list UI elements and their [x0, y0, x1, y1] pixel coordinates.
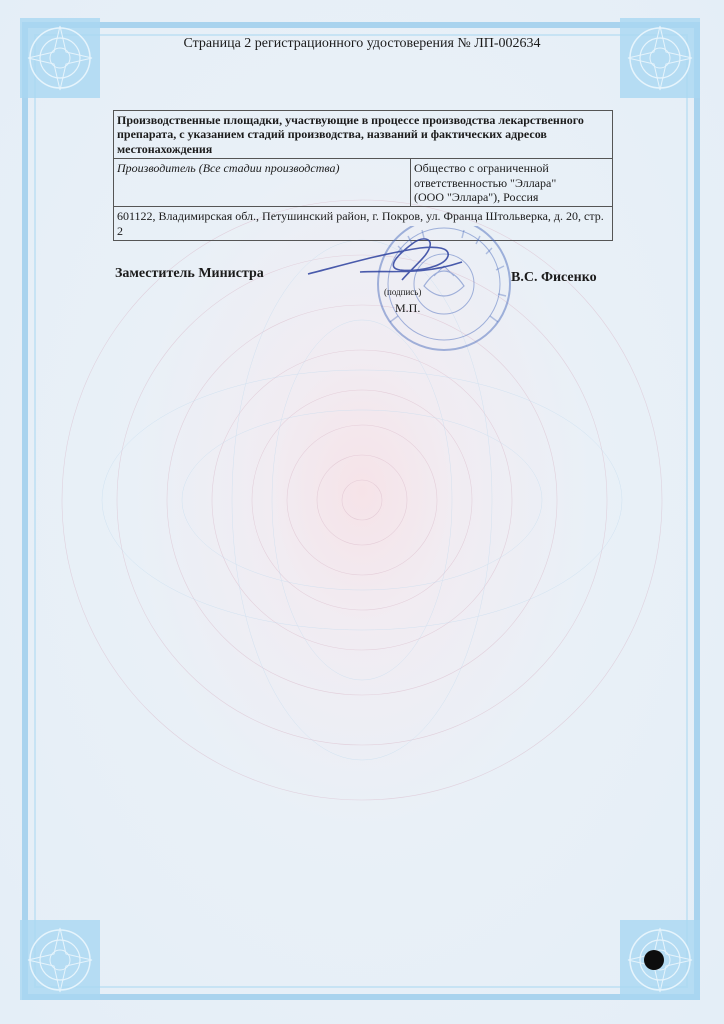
page-header: Страница 2 регистрационного удостоверения № ЛП-002634 [183, 36, 541, 51]
handwritten-signature [300, 226, 470, 296]
seal-mark: М.П. [395, 301, 421, 315]
corner-rosette-icon [20, 18, 100, 98]
signature-caption: (подпись) [384, 287, 422, 297]
company-line: ответственностью "Эллара" [414, 175, 557, 190]
corner-rosette-icon [20, 920, 100, 1000]
corner-rosette-icon [620, 18, 700, 98]
production-sites-table [113, 110, 613, 241]
table-heading: Производственные площадки, участвующие в процессе производства лекарственного препарата, с указанием стадий производства, названий и фактических адресов местонахождения [114, 111, 613, 159]
company-line: (ООО "Эллара"), Россия [414, 189, 539, 204]
table-row [114, 159, 613, 207]
table-row [114, 111, 613, 159]
punch-hole [644, 950, 664, 970]
site-address: 601122, Владимирская обл., Петушинский район, г. Покров, ул. Франца Штольверка, д. 20, стр. 2 [114, 207, 613, 241]
manufacturer-role: Производитель (Все стадии производства) [114, 159, 411, 207]
signer-position: Заместитель Министра [115, 266, 264, 281]
manufacturer-name [411, 159, 613, 207]
signer-name: В.С. Фисенко [511, 270, 597, 285]
company-line: Общество с ограниченной [414, 161, 549, 176]
